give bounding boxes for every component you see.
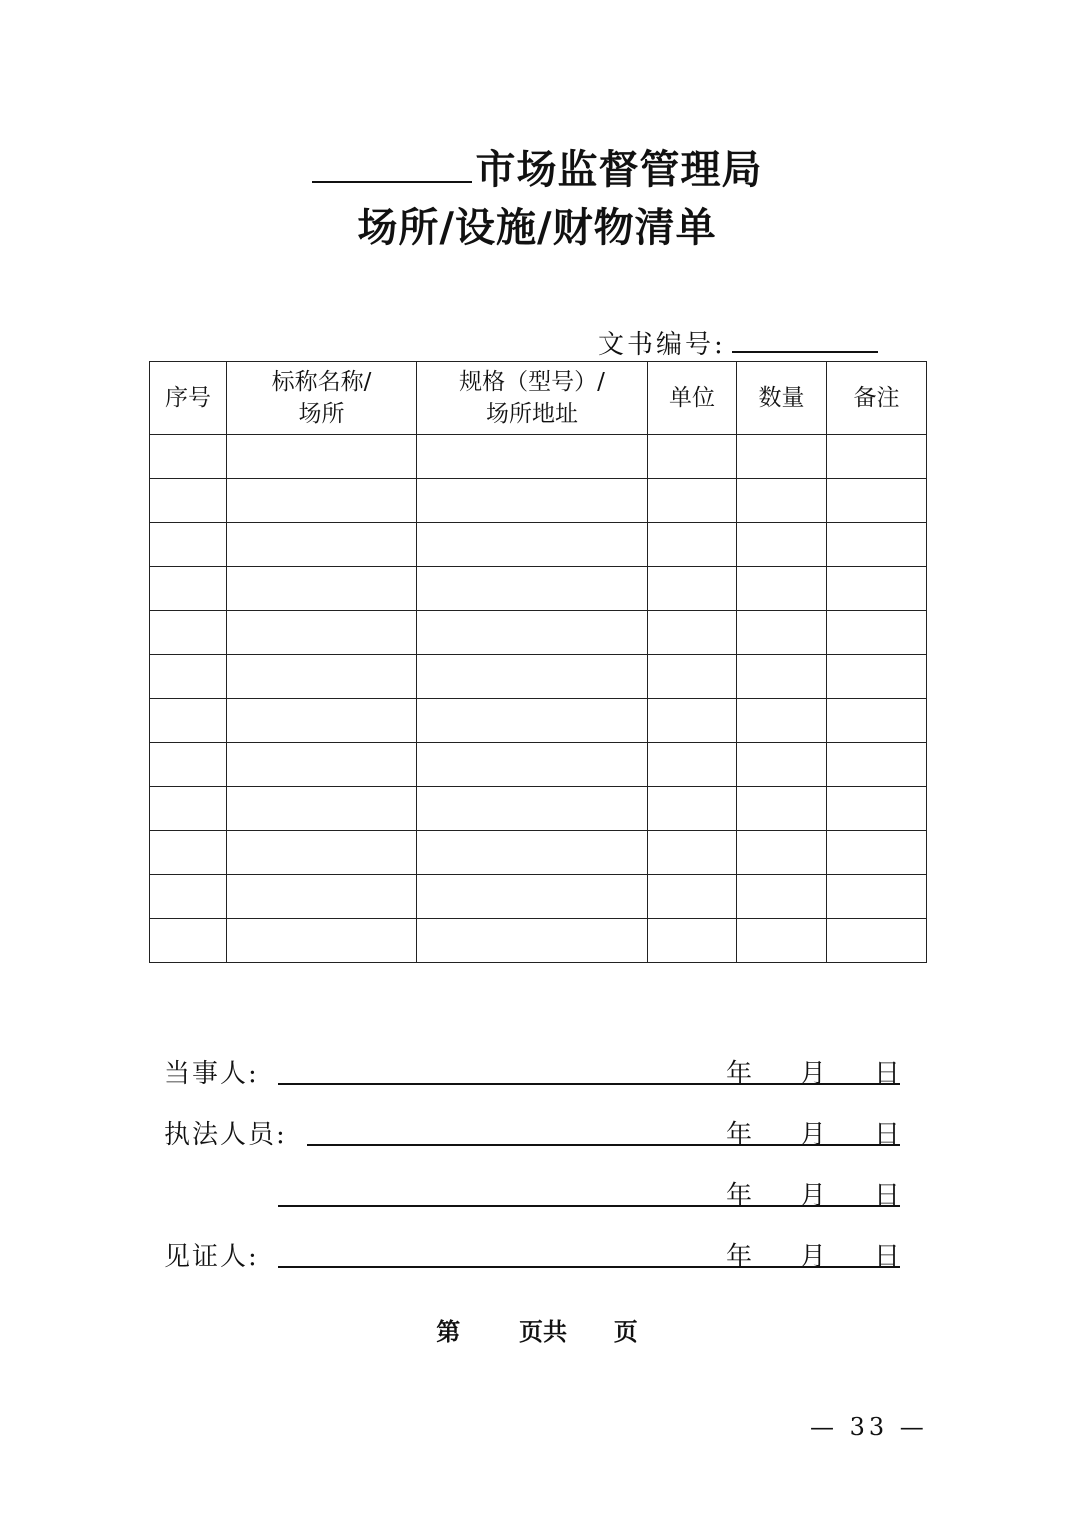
cell-name[interactable]	[227, 479, 417, 523]
cell-remarks[interactable]	[827, 567, 927, 611]
cell-spec[interactable]	[417, 743, 648, 787]
page-number: — 33 —	[810, 1413, 928, 1441]
cell-name[interactable]	[227, 831, 417, 875]
table-row	[150, 655, 927, 699]
cell-remarks[interactable]	[827, 655, 927, 699]
doc-number-blank[interactable]	[732, 325, 878, 353]
table-row	[150, 523, 927, 567]
cell-quantity[interactable]	[737, 479, 827, 523]
cell-name[interactable]	[227, 919, 417, 963]
cell-remarks[interactable]	[827, 831, 927, 875]
cell-name[interactable]	[227, 655, 417, 699]
table-row	[150, 435, 927, 479]
table-row	[150, 787, 927, 831]
cell-serial[interactable]	[150, 435, 227, 479]
cell-unit[interactable]	[648, 875, 737, 919]
cell-quantity[interactable]	[737, 875, 827, 919]
cell-name[interactable]	[227, 523, 417, 567]
cell-name[interactable]	[227, 875, 417, 919]
cell-unit[interactable]	[648, 567, 737, 611]
cell-unit[interactable]	[648, 435, 737, 479]
title-document: 场所/设施/财物清单	[357, 204, 717, 251]
cell-spec[interactable]	[417, 611, 648, 655]
table-row	[150, 875, 927, 919]
witness-label: 见证人:	[164, 1242, 259, 1272]
cell-remarks[interactable]	[827, 875, 927, 919]
cell-unit[interactable]	[648, 479, 737, 523]
doc-number-label: 文书编号:	[598, 330, 726, 360]
table-row	[150, 919, 927, 963]
month-label: 月	[800, 1181, 829, 1211]
officer2-signature-row	[164, 1175, 904, 1209]
cell-name[interactable]	[227, 699, 417, 743]
cell-serial[interactable]	[150, 787, 227, 831]
cell-spec[interactable]	[417, 655, 648, 699]
cell-remarks[interactable]	[827, 743, 927, 787]
cell-spec[interactable]	[417, 831, 648, 875]
cell-serial[interactable]	[150, 743, 227, 787]
title-agency-text: 市场监督管理局	[475, 146, 763, 193]
party-label: 当事人:	[164, 1059, 259, 1089]
witness-signature-row	[164, 1236, 904, 1270]
year-label: 年	[726, 1242, 755, 1272]
cell-remarks[interactable]	[827, 919, 927, 963]
cell-serial[interactable]	[150, 699, 227, 743]
month-label: 月	[800, 1242, 829, 1272]
page-count	[0, 1312, 1074, 1347]
cell-remarks[interactable]	[827, 787, 927, 831]
cell-remarks[interactable]	[827, 523, 927, 567]
year-label: 年	[726, 1181, 755, 1211]
title-agency	[0, 138, 1074, 195]
cell-serial[interactable]	[150, 655, 227, 699]
cell-serial[interactable]	[150, 919, 227, 963]
month-label: 月	[800, 1059, 829, 1089]
cell-unit[interactable]	[648, 699, 737, 743]
col-header-spec: 规格（型号）/ 场所地址	[417, 362, 648, 435]
cell-serial[interactable]	[150, 875, 227, 919]
cell-name[interactable]	[227, 567, 417, 611]
col-header-unit: 单位	[648, 362, 737, 435]
cell-remarks[interactable]	[827, 479, 927, 523]
cell-unit[interactable]	[648, 743, 737, 787]
cell-serial[interactable]	[150, 567, 227, 611]
cell-quantity[interactable]	[737, 523, 827, 567]
page-count-middle: 页共	[519, 1317, 567, 1346]
col-header-name: 标称名称/ 场所	[227, 362, 417, 435]
col-header-quantity: 数量	[737, 362, 827, 435]
cell-unit[interactable]	[648, 919, 737, 963]
cell-name[interactable]	[227, 743, 417, 787]
doc-number	[598, 324, 878, 361]
day-label: 日	[874, 1120, 903, 1150]
cell-spec[interactable]	[417, 699, 648, 743]
table-row	[150, 743, 927, 787]
cell-spec[interactable]	[417, 787, 648, 831]
cell-name[interactable]	[227, 787, 417, 831]
cell-unit[interactable]	[648, 655, 737, 699]
cell-quantity[interactable]	[737, 699, 827, 743]
col-header-serial: 序号	[150, 362, 227, 435]
cell-quantity[interactable]	[737, 787, 827, 831]
table-row	[150, 479, 927, 523]
cell-serial[interactable]	[150, 523, 227, 567]
cell-spec[interactable]	[417, 919, 648, 963]
table-row	[150, 611, 927, 655]
cell-remarks[interactable]	[827, 435, 927, 479]
officer-signature-row	[164, 1114, 904, 1148]
agency-name-blank[interactable]	[312, 151, 472, 183]
col-header-remarks: 备注	[827, 362, 927, 435]
cell-quantity[interactable]	[737, 567, 827, 611]
cell-name[interactable]	[227, 435, 417, 479]
cell-remarks[interactable]	[827, 699, 927, 743]
cell-serial[interactable]	[150, 611, 227, 655]
day-label: 日	[874, 1181, 903, 1211]
cell-unit[interactable]	[648, 523, 737, 567]
cell-quantity[interactable]	[737, 919, 827, 963]
cell-quantity[interactable]	[737, 435, 827, 479]
cell-quantity[interactable]	[737, 743, 827, 787]
month-label: 月	[800, 1120, 829, 1150]
cell-spec[interactable]	[417, 567, 648, 611]
table-header-row	[150, 362, 927, 435]
table-body	[150, 435, 927, 963]
year-label: 年	[726, 1120, 755, 1150]
cell-quantity[interactable]	[737, 655, 827, 699]
cell-quantity[interactable]	[737, 611, 827, 655]
cell-spec[interactable]	[417, 875, 648, 919]
table-row	[150, 699, 927, 743]
table-row	[150, 831, 927, 875]
cell-unit[interactable]	[648, 787, 737, 831]
inventory-table	[149, 361, 927, 963]
day-label: 日	[874, 1059, 903, 1089]
cell-name[interactable]	[227, 611, 417, 655]
party-signature-row	[164, 1053, 904, 1087]
year-label: 年	[726, 1059, 755, 1089]
cell-unit[interactable]	[648, 831, 737, 875]
page-count-suffix: 页	[613, 1317, 638, 1346]
cell-remarks[interactable]	[827, 611, 927, 655]
officer-label: 执法人员:	[164, 1120, 287, 1150]
cell-spec[interactable]	[417, 435, 648, 479]
cell-spec[interactable]	[417, 523, 648, 567]
page-count-prefix: 第	[436, 1317, 461, 1346]
cell-quantity[interactable]	[737, 831, 827, 875]
cell-serial[interactable]	[150, 831, 227, 875]
cell-serial[interactable]	[150, 479, 227, 523]
cell-spec[interactable]	[417, 479, 648, 523]
table-row	[150, 567, 927, 611]
cell-unit[interactable]	[648, 611, 737, 655]
day-label: 日	[874, 1242, 903, 1272]
